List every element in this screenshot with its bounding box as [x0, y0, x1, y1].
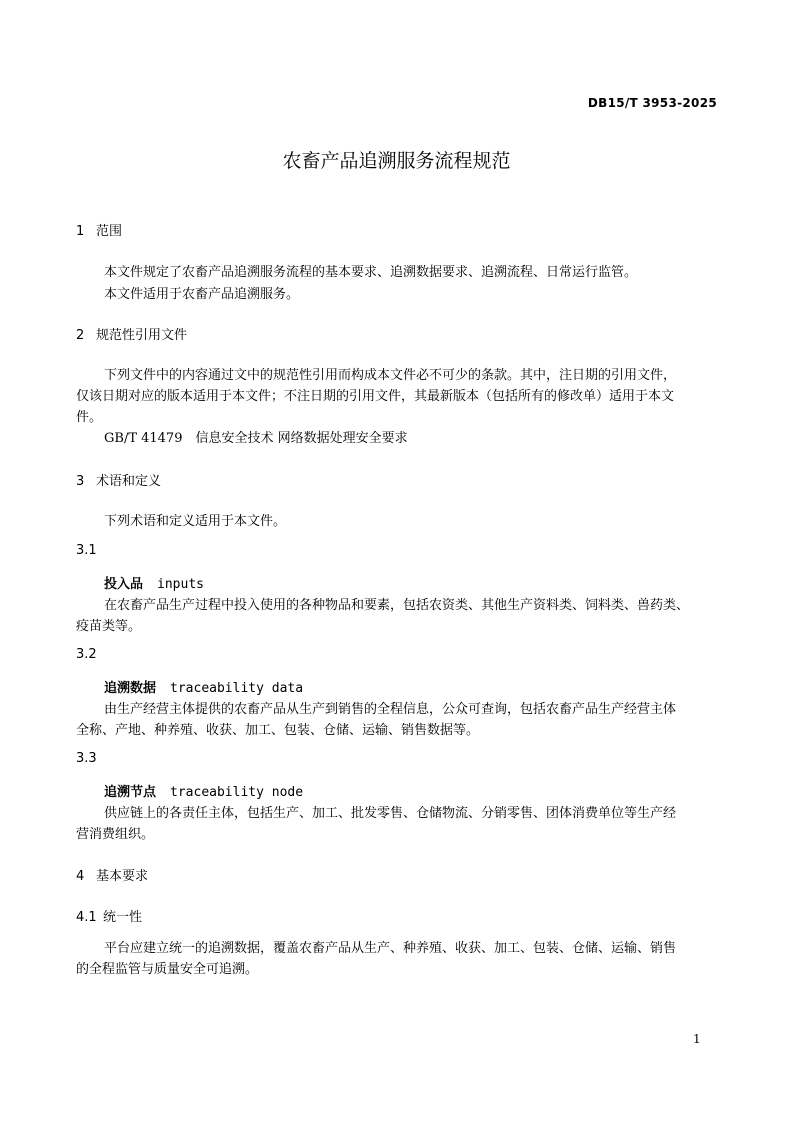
term-zh: 投入品: [104, 577, 144, 592]
term-number: 3.2: [76, 647, 97, 662]
term-en: inputs: [157, 577, 204, 592]
page-number: 1: [693, 1032, 701, 1046]
term-heading: [104, 781, 303, 800]
definition-line: 在农畜产品生产过程中投入使用的各种物品和要素，包括农资类、其他生产资料类、饲料类、兽药类、: [104, 598, 690, 613]
term-number: 3.1: [76, 543, 97, 558]
paragraph: 本文件适用于农畜产品追溯服务。: [104, 287, 300, 302]
definition-line: 由生产经营主体提供的农畜产品从生产到销售的全程信息，公众可查询，包括农畜产品生产经营主体: [104, 702, 677, 717]
paragraph: 下列术语和定义适用于本文件。: [104, 514, 287, 529]
term-heading: [104, 573, 204, 592]
definition-line: 营消费组织。: [76, 827, 155, 842]
subsection-4-1-heading: [76, 906, 142, 925]
section-number: 1: [76, 224, 85, 239]
paragraph-line: 平台应建立统一的追溯数据，覆盖农畜产品从生产、种养殖、收获、加工、包装、仓储、运输、销售: [104, 941, 677, 956]
section-title: 规范性引用文件: [96, 328, 188, 343]
paragraph-line: 仅该日期对应的版本适用于本文件；不注日期的引用文件，其最新版本（包括所有的修改单）适用于本文: [76, 389, 675, 404]
section-title: 基本要求: [96, 869, 149, 884]
definition-line: 供应链上的各责任主体，包括生产、加工、批发零售、仓储物流、分销零售、团体消费单位等生产经: [104, 806, 677, 821]
term-en: traceability data: [170, 681, 304, 696]
section-number: 4: [76, 869, 85, 884]
section-number: 2: [76, 328, 85, 343]
paragraph-line: 件。: [76, 410, 103, 425]
page-title: 农畜产品追溯服务流程规范: [282, 150, 511, 172]
definition-line: 全称、产地、种养殖、收获、加工、包装、仓储、运输、销售数据等。: [76, 723, 480, 738]
section-4-heading: [76, 865, 148, 884]
term-heading: [104, 677, 303, 696]
section-number: 3: [76, 474, 85, 489]
term-en: traceability node: [170, 785, 304, 800]
paragraph-line: 的全程监管与质量安全可追溯。: [76, 962, 259, 977]
section-1-heading: [76, 220, 122, 239]
term-number: 3.3: [76, 751, 97, 766]
section-title: 术语和定义: [96, 474, 162, 489]
term-zh: 追溯数据: [104, 681, 157, 696]
subsection-number: 4.1: [76, 910, 97, 925]
section-title: 范围: [96, 224, 123, 239]
paragraph: 本文件规定了农畜产品追溯服务流程的基本要求、追溯数据要求、追溯流程、日常运行监管。: [104, 265, 638, 280]
definition-line: 疫苗类等。: [76, 619, 142, 634]
section-2-heading: [76, 324, 187, 343]
section-3-heading: [76, 470, 161, 489]
document-code: DB15/T 3953-2025: [587, 96, 717, 110]
paragraph-line: 下列文件中的内容通过文中的规范性引用而构成本文件必不可少的条款。其中，注日期的引用文件，: [104, 368, 677, 383]
normative-reference: GB/T 41479 信息安全技术 网络数据处理安全要求: [104, 431, 408, 446]
subsection-title: 统一性: [103, 910, 143, 925]
term-zh: 追溯节点: [104, 785, 157, 800]
